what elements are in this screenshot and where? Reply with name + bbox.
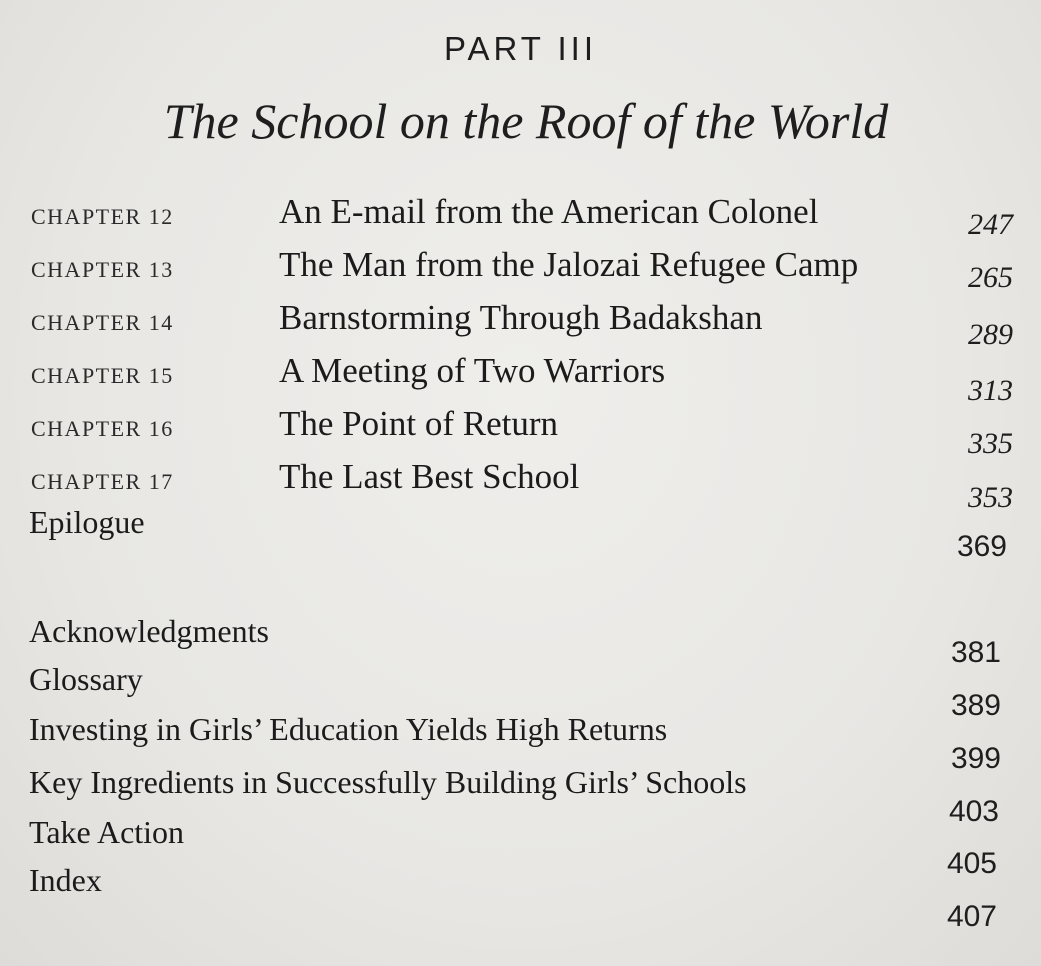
chapter-title: An E-mail from the American Colonel: [279, 192, 819, 231]
page-number: 313: [968, 374, 1013, 407]
chapter-label: CHAPTER 14: [31, 310, 174, 335]
back-matter-title: Index: [29, 862, 102, 898]
back-matter-title: Investing in Girls’ Education Yields High Returns: [29, 711, 668, 747]
page-number: 405: [946, 847, 997, 880]
epilogue-title: Epilogue: [29, 504, 145, 540]
back-matter-title: Glossary: [29, 661, 143, 697]
chapter-label: CHAPTER 17: [31, 469, 174, 494]
toc-chapter-row: [0, 298, 1041, 348]
toc-chapter-row: [0, 351, 1041, 401]
toc-chapter-row: [0, 192, 1041, 242]
chapter-title: Barnstorming Through Badakshan: [279, 298, 763, 337]
page-number: 353: [968, 481, 1013, 514]
chapter-title: The Last Best School: [279, 457, 580, 496]
chapter-label: CHAPTER 15: [31, 363, 174, 388]
page-number: 407: [946, 900, 997, 933]
page-number: 335: [968, 427, 1013, 460]
back-matter-title: Acknowledgments: [29, 613, 269, 649]
page-number: 289: [968, 318, 1013, 351]
part-title: The School on the Roof of the World: [163, 93, 889, 149]
page-number: 265: [968, 261, 1013, 294]
back-matter-title: Take Action: [29, 814, 185, 850]
chapter-title: The Man from the Jalozai Refugee Camp: [279, 245, 859, 284]
toc-chapter-row: [0, 457, 1041, 507]
toc-chapter-row: [0, 245, 1041, 295]
chapter-label: CHAPTER 13: [31, 257, 174, 282]
chapter-label: CHAPTER 12: [31, 204, 174, 229]
back-matter-title: Key Ingredients in Successfully Building Girls’ Schools: [29, 764, 747, 800]
page-number: 399: [950, 742, 1001, 775]
page-number: 369: [956, 530, 1007, 563]
page-number: 403: [948, 795, 999, 828]
page-number: 247: [968, 208, 1013, 241]
page-number: 381: [950, 636, 1001, 669]
toc-chapter-row: [0, 404, 1041, 454]
chapter-label: CHAPTER 16: [31, 416, 174, 441]
chapter-title: The Point of Return: [279, 404, 558, 443]
part-heading: PART III: [443, 30, 598, 67]
page-number: 389: [950, 689, 1001, 722]
chapter-title: A Meeting of Two Warriors: [279, 351, 666, 390]
